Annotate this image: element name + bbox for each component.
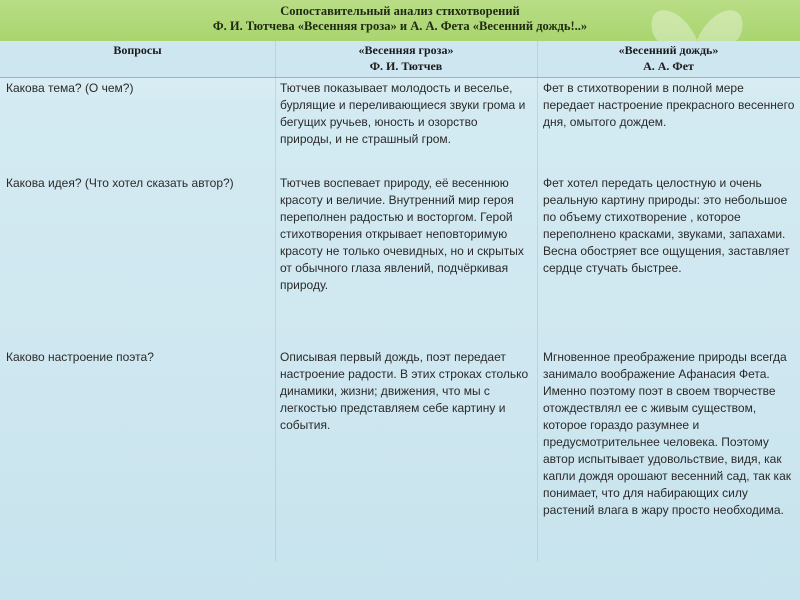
header-fet bbox=[537, 42, 800, 74]
title-line-1: Сопоставительный анализ стихотворений bbox=[280, 4, 520, 18]
header-fet-poem: «Весенний дождь» bbox=[618, 43, 719, 57]
header-tyutchev-poem: «Весенняя гроза» bbox=[358, 43, 454, 57]
header-tyutchev bbox=[275, 42, 537, 74]
header-questions-label: Вопросы bbox=[113, 43, 162, 57]
title-line-2: Ф. И. Тютчева «Весенняя гроза» и А. А. Фета «Весенний дождь!..» bbox=[212, 19, 588, 33]
header-fet-author: А. А. Фет bbox=[643, 59, 694, 73]
column-divider bbox=[537, 41, 538, 561]
tyutchev-mood: Описывая первый дождь, поэт передает настроение радости. В этих строках столько динамики, жизни; движения, что мы с легкостью представляем себе картину и события. bbox=[280, 350, 529, 432]
question-mood: Каково настроение поэта? bbox=[6, 350, 154, 364]
fet-theme: Фет в стихотворении в полной мере передает настроение прекрасного весеннего дня, омытого дождем. bbox=[543, 81, 795, 129]
column-divider bbox=[275, 41, 276, 561]
question-idea: Какова идея? (Что хотел сказать автор?) bbox=[6, 176, 234, 190]
tyutchev-idea: Тютчев воспевает природу, её весеннюю красоту и величие. Внутренний мир героя переполнен радостью и восторгом. Герой стихотворения открывает неповторимую красоту не только очевидных, но и скрытых от обычного глаза явлений, подчёркивая природу. bbox=[280, 176, 524, 292]
fet-mood: Мгновенное преображение природы всегда занимало воображение Афанасия Фета. Именно поэтому поэт в своем творчестве отождествлял ее с живым существом, которое гораздо разумнее и предусмотрительнее человека. Поэтому автор испытывает удовольствие, видя, как капли дождя орошают весенний сад, так как понимает, что для набирающих силу растений влага в жару просто необходима. bbox=[543, 350, 791, 517]
table-header-row bbox=[0, 41, 800, 78]
fet-idea: Фет хотел передать целостную и очень реальную картину природы: это небольшое по объему стихотворение , которое переполнено красками, звуками, запахами. Весна обостряет все ощущения, заставляет сердце стучать быстрее. bbox=[543, 176, 790, 275]
header-questions bbox=[0, 42, 275, 58]
title-banner bbox=[0, 0, 800, 41]
header-tyutchev-author: Ф. И. Тютчев bbox=[369, 59, 443, 73]
question-theme: Какова тема? (О чем?) bbox=[6, 81, 134, 95]
tyutchev-theme: Тютчев показывает молодость и веселье, бурлящие и переливающиеся звуки грома и бегущих ручьев, юность и озорство природы, и не страшный гром. bbox=[280, 81, 526, 146]
